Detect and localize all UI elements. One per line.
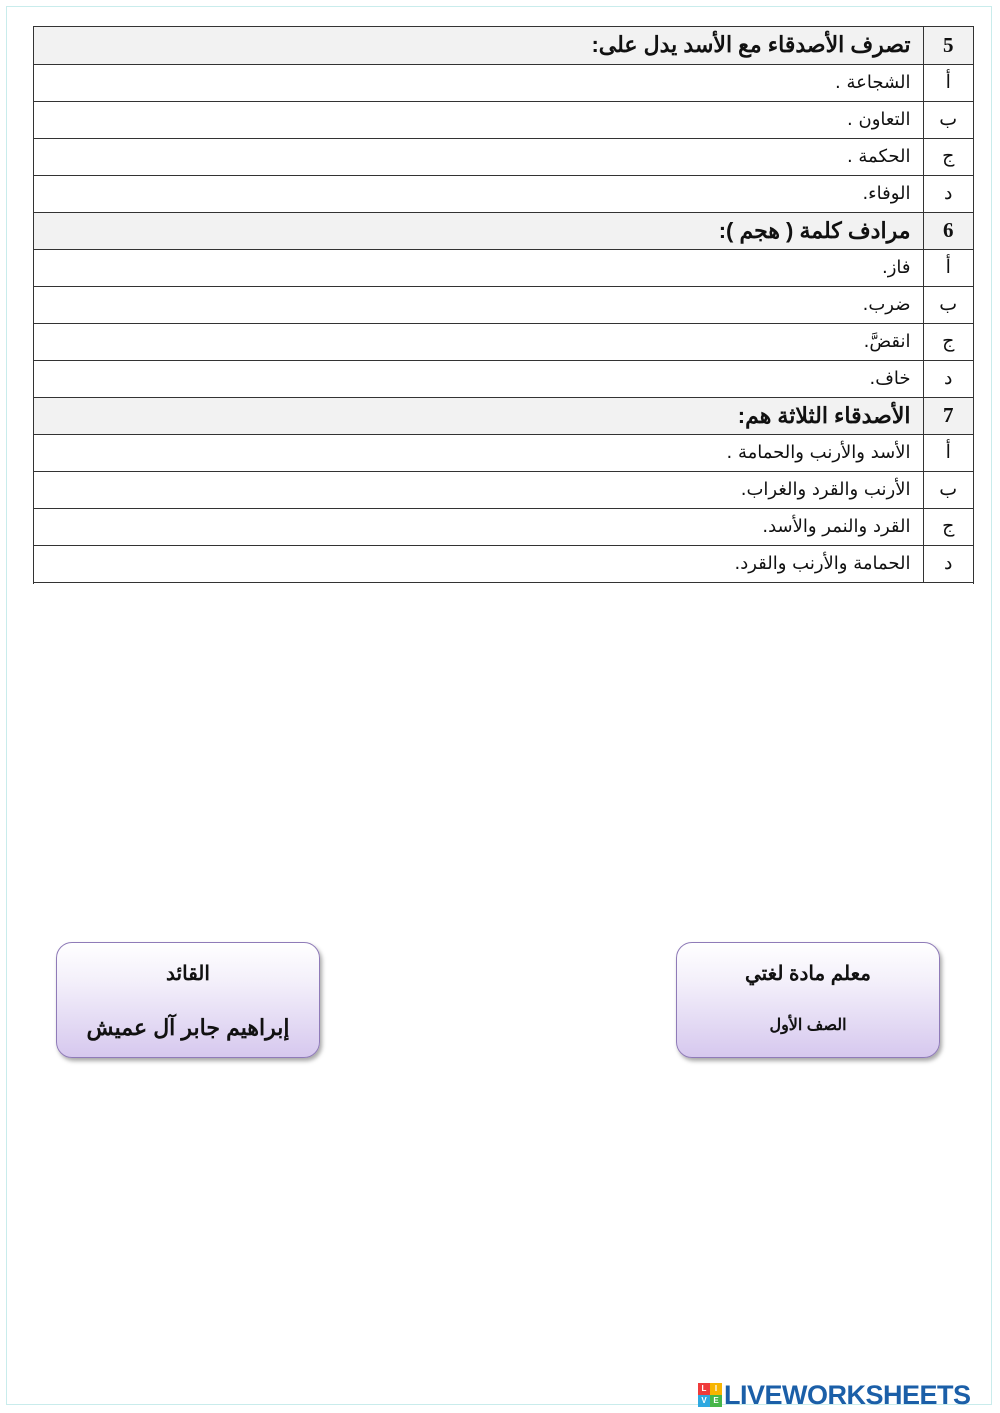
option-text[interactable]: الأسد والأرنب والحمامة . — [34, 434, 923, 471]
teacher-class: الصف الأول — [769, 1017, 847, 1034]
question-text: الأصدقاء الثلاثة هم: — [34, 397, 923, 434]
option-text[interactable]: الوفاء. — [34, 175, 923, 212]
option-letter: أ — [923, 249, 973, 286]
option-letter: أ — [923, 64, 973, 101]
option-letter: ب — [923, 286, 973, 323]
question-row — [34, 27, 973, 64]
teacher-title: معلم مادة لغتي — [744, 963, 872, 985]
option-letter: ب — [923, 101, 973, 138]
option-row[interactable] — [34, 545, 973, 582]
brand-name: LIVEWORKSHEETS — [724, 1379, 971, 1410]
question-text: تصرف الأصدقاء مع الأسد يدل على: — [34, 27, 923, 64]
option-row[interactable] — [34, 138, 973, 175]
question-number: 5 — [923, 27, 973, 64]
option-row[interactable] — [34, 434, 973, 471]
option-row[interactable] — [34, 249, 973, 286]
principal-name: إبراهيم جابر آل عميش — [86, 1015, 290, 1040]
quiz-table — [33, 26, 974, 584]
option-letter: د — [923, 360, 973, 397]
option-text[interactable]: انقضَّ. — [34, 323, 923, 360]
option-text[interactable]: الحمامة والأرنب والقرد. — [34, 545, 923, 582]
question-number: 7 — [923, 397, 973, 434]
principal-signature-box — [56, 942, 320, 1058]
option-text[interactable]: فاز. — [34, 249, 923, 286]
question-text: مرادف كلمة ( هجم ): — [34, 212, 923, 249]
option-letter: ج — [923, 323, 973, 360]
option-letter: د — [923, 545, 973, 582]
option-row[interactable] — [34, 101, 973, 138]
option-letter: د — [923, 175, 973, 212]
option-row[interactable] — [34, 64, 973, 101]
option-row[interactable] — [34, 471, 973, 508]
liveworksheets-brand[interactable] — [698, 1380, 971, 1410]
option-letter: ج — [923, 508, 973, 545]
option-row[interactable] — [34, 360, 973, 397]
option-text[interactable]: الحكمة . — [34, 138, 923, 175]
option-text[interactable]: القرد والنمر والأسد. — [34, 508, 923, 545]
option-text[interactable]: ضرب. — [34, 286, 923, 323]
teacher-signature-box — [676, 942, 940, 1058]
question-row — [34, 212, 973, 249]
question-number: 6 — [923, 212, 973, 249]
principal-title: القائد — [166, 963, 210, 985]
option-row[interactable] — [34, 508, 973, 545]
option-text[interactable]: خاف. — [34, 360, 923, 397]
option-row[interactable] — [34, 286, 973, 323]
liveworksheets-logo-icon: L I V E — [698, 1383, 722, 1407]
option-letter: أ — [923, 434, 973, 471]
option-row[interactable] — [34, 323, 973, 360]
option-row[interactable] — [34, 175, 973, 212]
question-row — [34, 397, 973, 434]
option-text[interactable]: التعاون . — [34, 101, 923, 138]
option-text[interactable]: الشجاعة . — [34, 64, 923, 101]
option-letter: ج — [923, 138, 973, 175]
option-letter: ب — [923, 471, 973, 508]
option-text[interactable]: الأرنب والقرد والغراب. — [34, 471, 923, 508]
